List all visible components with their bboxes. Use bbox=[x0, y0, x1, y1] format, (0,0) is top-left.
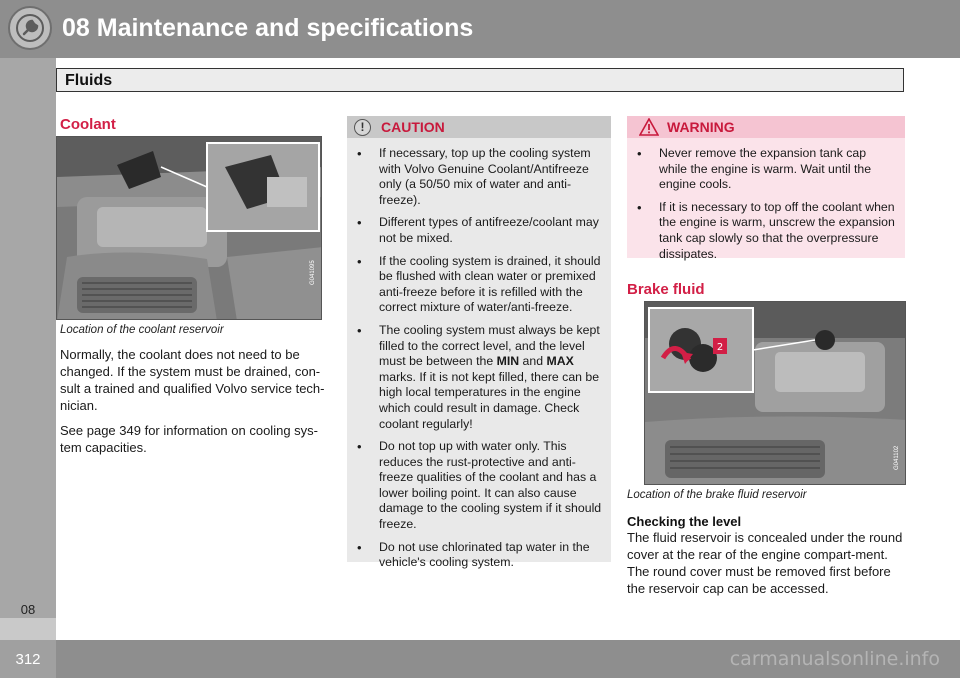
caution-header bbox=[347, 116, 611, 138]
engine-bay-illustration bbox=[645, 302, 906, 485]
max-mark: MAX bbox=[546, 354, 574, 369]
list-item: • If it is necessary to top off the coolant when the engine is warm, unscrew the expansion tank cap slowly so that the overpressure dissipates. bbox=[637, 200, 897, 262]
chapter-title: 08 Maintenance and specifications bbox=[62, 14, 474, 42]
list-item: • Do not use chlorinated tap water in the vehicle's cooling system. bbox=[357, 540, 603, 571]
figure-code: G041102 bbox=[894, 445, 900, 470]
warning-header bbox=[627, 116, 905, 138]
section-title: Fluids bbox=[65, 72, 113, 89]
list-item-text: If it is not kept filled, there can be high local temperatures in the engine which could result in damage. Check coolant regularly! bbox=[379, 369, 600, 431]
coolant-heading: Coolant bbox=[60, 116, 116, 133]
svg-text:2: 2 bbox=[716, 342, 724, 353]
coolant-caption: Location of the coolant reservoir bbox=[60, 324, 224, 336]
list-item-text: The cooling system must always be kept filled to the correct level, and the level must be between the bbox=[379, 322, 600, 369]
brake-fluid-figure bbox=[644, 301, 906, 485]
warning-triangle-icon bbox=[639, 118, 659, 136]
list-item: • If necessary, top up the cooling system with Volvo Genuine Coolant/Antifreeze only (a 50/50 mix of water and anti-freeze). bbox=[357, 146, 603, 208]
warning-box bbox=[627, 116, 905, 261]
min-mark: MIN bbox=[496, 354, 520, 369]
list-item-text: marks. bbox=[379, 369, 416, 384]
brake-fluid-body bbox=[627, 529, 907, 605]
engine-bay-illustration bbox=[57, 137, 322, 320]
coolant-paragraph: Normally, the coolant does not need to be changed. If the system must be drained, con-sult a trained and qualified Volvo service tech-nician. bbox=[60, 347, 325, 413]
list-item-text: and bbox=[519, 354, 547, 369]
caution-icon: ! bbox=[354, 119, 371, 136]
list-item bbox=[357, 323, 603, 432]
brake-fluid-paragraph: The fluid reservoir is concealed under the round cover at the rear of the engine compart-ment. The round cover must be removed first before the reservoir cap can be accessed. bbox=[627, 530, 903, 596]
header-bar bbox=[0, 0, 960, 58]
caution-box bbox=[347, 116, 611, 570]
side-tab-footer bbox=[0, 618, 56, 640]
warning-label: WARNING bbox=[667, 119, 735, 135]
brake-fluid-caption: Location of the brake fluid reservoir bbox=[627, 489, 807, 501]
caution-label: CAUTION bbox=[381, 119, 445, 135]
section-header bbox=[56, 68, 904, 92]
coolant-figure bbox=[56, 136, 322, 320]
wrench-icon bbox=[8, 6, 52, 50]
chapter-tab-label: 08 bbox=[20, 602, 36, 617]
footer-bar bbox=[0, 640, 960, 678]
warning-list bbox=[627, 138, 905, 262]
list-item: • Different types of antifreeze/coolant may not be mixed. bbox=[357, 215, 603, 246]
list-item: • Do not top up with water only. This reduces the rust-protective and anti-freeze qualities of the coolant and has a lower boiling point. It can also cause damage to the cooling system if it should freeze. bbox=[357, 439, 603, 533]
watermark: carmanualsonline.info bbox=[729, 648, 940, 670]
coolant-paragraph: See page 349 for information on cooling sys-tem capacities. bbox=[60, 423, 318, 455]
list-item: • If the cooling system is drained, it should be flushed with clean water or premixed anti-freeze before it is refilled with the correct mixture of water/anti-freeze. bbox=[357, 254, 603, 316]
figure-code: G041095 bbox=[310, 260, 316, 285]
checking-level-heading: Checking the level bbox=[627, 514, 742, 529]
coolant-body bbox=[60, 346, 326, 464]
brake-fluid-heading: Brake fluid bbox=[627, 281, 705, 298]
list-item: • Never remove the expansion tank cap while the engine is warm. Wait until the engine cools. bbox=[637, 146, 897, 193]
chapter-side-tab bbox=[0, 58, 56, 618]
caution-list bbox=[347, 138, 611, 571]
page-number: 312 bbox=[15, 651, 41, 668]
